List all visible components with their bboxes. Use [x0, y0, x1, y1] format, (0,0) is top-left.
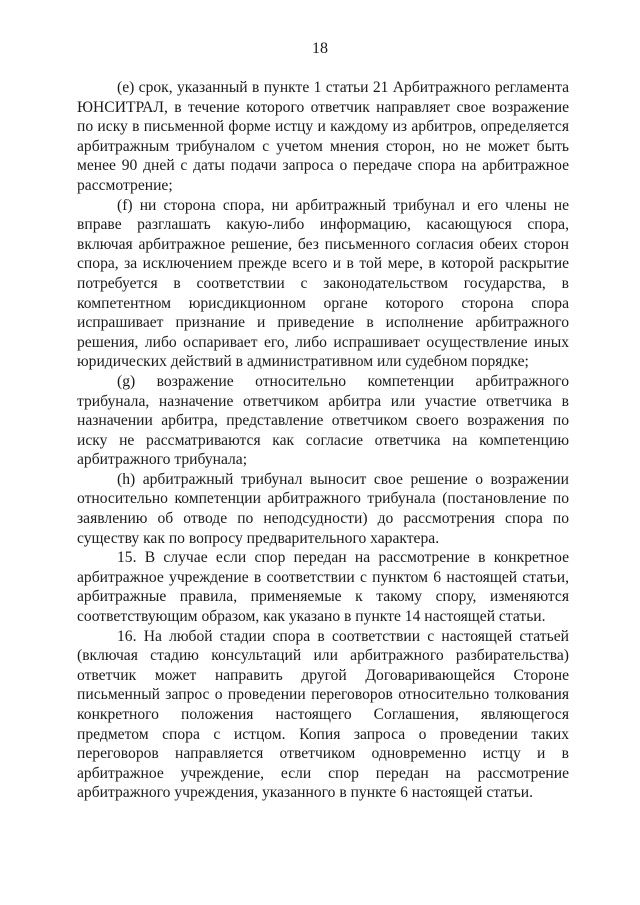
paragraph-15: 15. В случае если спор передан на рассмотрение в конкретное арбитражное учреждение в соответствии с пунктом 6 настоящей статьи, арбитражные правила, применяемые к такому спору, изменяются соответствующим образом, как указано в пункте 14 настоящей статьи.	[77, 549, 569, 626]
paragraph-f: (f) ни сторона спора, ни арбитражный трибунал и его члены не вправе разглашать какую-либо информацию, касающуюся спора, включая арбитражное решение, без письменного согласия обеих сторон спора, за исключением прежде всего и в той мере, в которой раскрытие потребуется в соответствии с законодательством государства, в компетентном юрисдикционном органе которого сторона спора испрашивает признание и приведение в исполнение арбитражного решения, либо оспаривает его, либо испрашивает осуществление иных юридических действий в административном или судебном порядке;	[77, 196, 569, 371]
paragraph-16: 16. На любой стадии спора в соответствии с настоящей статьей (включая стадию консультаций или арбитражного разбирательства) ответчик может направить другой Договаривающейся Стороне письменный запрос о проведении переговоров относительно толкования конкретного положения настоящего Соглашения, являющегося предметом спора с истцом. Копия запроса о проведении таких переговоров направляется ответчиком одновременно истцу и в арбитражное учреждение, если спор передан на рассмотрение арбитражного учреждения, указанного в пункте 6 настоящей статьи.	[77, 627, 569, 802]
paragraph-e: (e) срок, указанный в пункте 1 статьи 21 Арбитражного регламента ЮНСИТРАЛ, в течение которого ответчик направляет свое возражение по иску в письменной форме истцу и каждому из арбитров, определяется арбитражным трибуналом с учетом мнения сторон, но не может быть менее 90 дней с даты подачи запроса о передаче спора на арбитражное рассмотрение;	[77, 79, 569, 194]
paragraph-h: (h) арбитражный трибунал выносит свое решение о возражении относительно компетенции арбитражного трибунала (постановление по заявлению об отводе по неподсудности) до рассмотрения спора по существу как по вопросу предварительного характера.	[77, 470, 569, 547]
page-number: 18	[312, 40, 328, 57]
paragraph-g: (g) возражение относительно компетенции арбитражного трибунала, назначение ответчиком арбитра или участие ответчика в назначении арбитра, представление ответчиком своего возражения по иску не рассматриваются как согласие ответчика на компетенцию арбитражного трибунала;	[77, 372, 569, 469]
document-body	[77, 78, 569, 803]
